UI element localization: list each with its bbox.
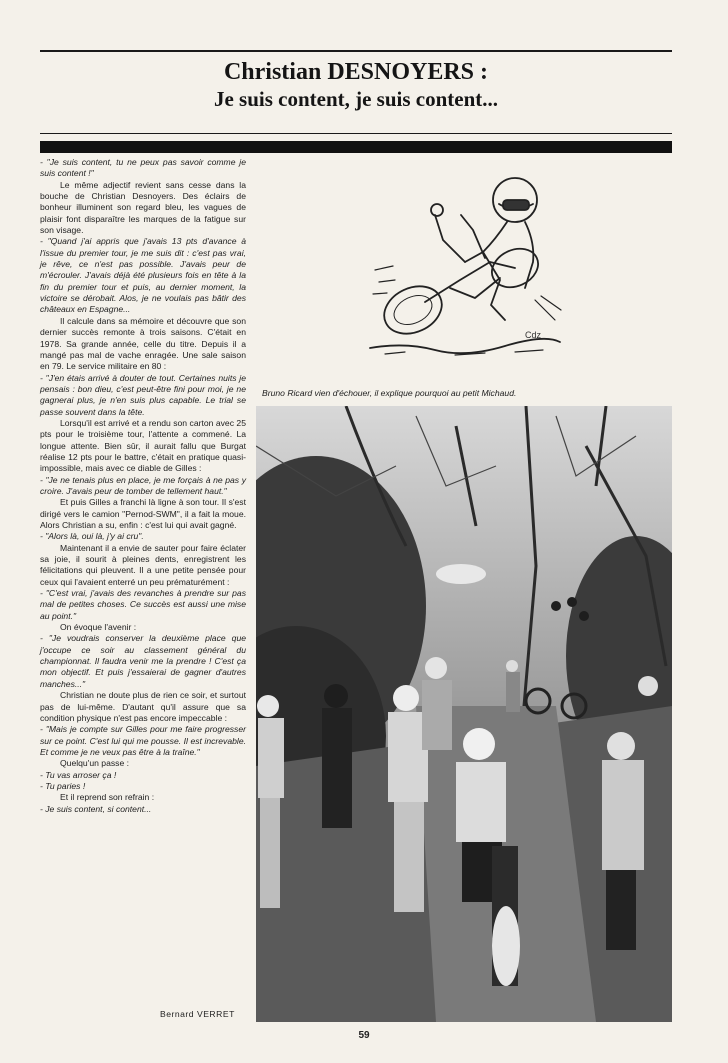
header-thick-rule bbox=[40, 141, 672, 153]
article-subtitle: Je suis content, je suis content... bbox=[213, 87, 499, 111]
top-rule bbox=[40, 50, 672, 52]
svg-text:Cdz: Cdz bbox=[525, 330, 542, 340]
body-paragraph: - Tu paries ! bbox=[40, 780, 86, 791]
race-photo bbox=[256, 406, 672, 1022]
body-paragraph: - "Je suis content, tu ne peux pas savoir comme je suis content !" bbox=[40, 157, 246, 179]
header-thin-rule bbox=[40, 133, 672, 134]
article-header bbox=[40, 58, 672, 112]
body-paragraph: - "Mais je compte sur Gilles pour me faire progresser sur ce point. C'est lui qui me pousse. Il est increvable. Et comme je ne veux pas être à la traîne." bbox=[40, 724, 246, 757]
article-title: Christian DESNOYERS : bbox=[223, 59, 489, 85]
photo-caption: Bruno Ricard vien d'échouer, il explique pourquoi au petit Michaud. bbox=[262, 388, 517, 398]
body-paragraph: Il calcule dans sa mémoire et découvre que son dernier succès remonte à trois saisons. C'était en 1978. Sa grande année, celle du titre. Depuis il a mangé pas mal de vache enragée. Une sale saison en 79. Le service militaire en 80 : bbox=[40, 315, 246, 372]
body-paragraph: - "Je ne tenais plus en place, je me forçais à ne pas y croire. J'avais peur de tomber de tellement haut." bbox=[40, 474, 246, 496]
body-paragraph: - "Je voudrais conserver la deuxième place que j'occupe ce soir au classement général du championnat. Il faudra venir me la prendre ! C'est ça mon objectif. Et puis j'essaierai de gagner d'autres manches..." bbox=[40, 633, 246, 689]
body-paragraph: Quelqu'un passe : bbox=[60, 758, 130, 769]
body-paragraph: Maintenant il a envie de sauter pour faire éclater sa joie, il sourit à pleines dents, enregistrent les félicitations qui pleuvent. Il a une petite pensée pour ceux qui l'avaient enterré un peu prématurément : bbox=[40, 542, 246, 587]
page-number: 59 bbox=[358, 1030, 370, 1041]
byline: Bernard VERRET bbox=[160, 1009, 235, 1019]
body-paragraph: Le même adjectif revient sans cesse dans la bouche de Christian Desnoyers. Des éclairs de bonheur illuminent son regard bleu, les vagues de plaisir font disparaître les marques de la fatigue sur son visage. bbox=[40, 179, 246, 236]
body-paragraph: - "J'en étais arrivé à douter de tout. Certaines nuits je pensais : bon dieu, c'est peut-être fini pour moi, je ne gagnerai plus, je n'en suis plus capable. Le trial se passe souvent dans la tête. bbox=[40, 372, 246, 417]
body-paragraph: - "Alors là, oui là, j'y ai cru". bbox=[40, 531, 144, 542]
article-body bbox=[40, 157, 246, 815]
body-paragraph: - Je suis content, si content... bbox=[40, 803, 152, 814]
body-paragraph: Et il reprend son refrain : bbox=[60, 792, 155, 803]
body-paragraph: - "C'est vrai, j'avais des revanches à prendre sur pas mal de petites choses. Ce succès est aussi une mise au point." bbox=[40, 588, 246, 621]
body-paragraph: Lorsqu'il est arrivé et a rendu son carton avec 25 pts pour le troisième tour, l'attente a commené. La longue attente. Bien sûr, il aurait fallu que Burgat réalise 12 pts pour le battre, c'était en pratique quasi-impossible, mais avec ce diable de Gilles : bbox=[40, 417, 246, 474]
body-paragraph: On évoque l'avenir : bbox=[60, 622, 137, 633]
cartoon-illustration bbox=[365, 170, 565, 360]
body-paragraph: Et puis Gilles a franchi là ligne à son tour. Il s'est dirigé vers le camion "Pernod-SWM", il a fait la moue. Alors Christian a su, enfin : c'est lui qui avait gagné. bbox=[40, 497, 246, 530]
body-paragraph: Christian ne doute plus de rien ce soir, et surtout pas de lui-même. D'autant qu'il assure que sa condition physique n'est pas encore impeccable : bbox=[40, 690, 246, 723]
body-paragraph: - Tu vas arroser ça ! bbox=[40, 769, 117, 780]
body-paragraph: - "Quand j'ai appris que j'avais 13 pts d'avance à l'issue du premier tour, je me suis dit : c'est pas vrai, je rêve, ce n'est pas possible. J'avais peur de m'écrouler. J'avais déjà été plusieurs fois en tête à la fin du premier tour et puis, au dernier moment, la victoire se dérobait. Alos, je ne voulais pas bâtir des châteaux en Espagne... bbox=[40, 236, 246, 315]
